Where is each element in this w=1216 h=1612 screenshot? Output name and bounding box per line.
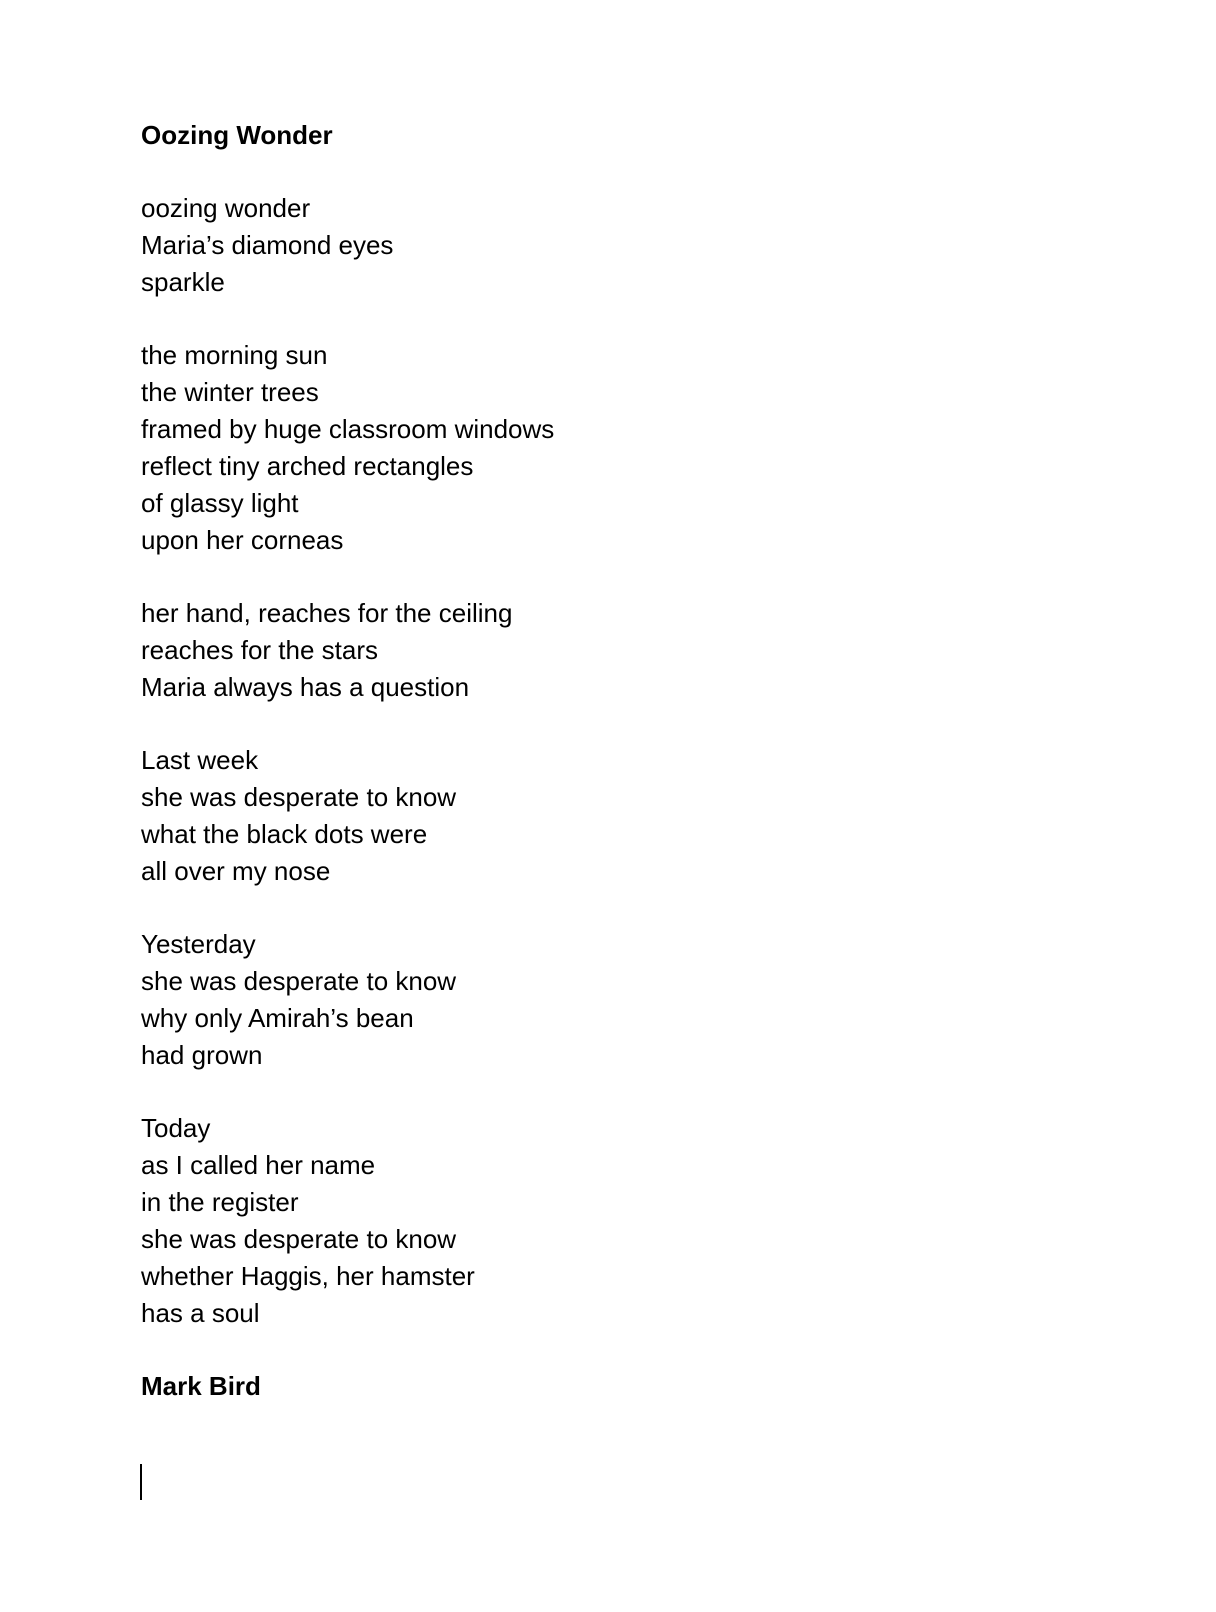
poem-line: whether Haggis, her hamster	[141, 1261, 475, 1291]
poem-line: had grown	[141, 1040, 263, 1070]
poem-line: reflect tiny arched rectangles	[141, 451, 474, 481]
poem-line: Today	[141, 1113, 211, 1143]
poem-line: as I called her name	[141, 1150, 376, 1180]
spacer	[141, 1074, 1121, 1110]
poem-line: of glassy light	[141, 488, 299, 518]
spacer	[141, 559, 1121, 595]
stanza	[141, 595, 1121, 706]
poem-line: upon her corneas	[141, 525, 344, 555]
spacer	[141, 301, 1121, 337]
poem-line: in the register	[141, 1187, 299, 1217]
poem-line: she was desperate to know	[141, 966, 457, 996]
poem-line: Last week	[141, 745, 259, 775]
stanza	[141, 190, 1121, 301]
poem-line: sparkle	[141, 267, 225, 297]
poem-title: Oozing Wonder	[141, 120, 333, 150]
poem-line: Yesterday	[141, 929, 256, 959]
poem-line: the morning sun	[141, 340, 328, 370]
poem-line: why only Amirah’s bean	[141, 1003, 414, 1033]
poem-line: she was desperate to know	[141, 1224, 457, 1254]
text-cursor[interactable]	[140, 1464, 142, 1500]
spacer	[141, 890, 1121, 926]
stanza	[141, 1110, 1121, 1332]
stanza	[141, 926, 1121, 1074]
poem-line: her hand, reaches for the ceiling	[141, 598, 513, 628]
poem-line: the winter trees	[141, 377, 319, 407]
spacer	[141, 154, 1121, 190]
author-name: Mark Bird	[141, 1371, 261, 1401]
stanza	[141, 742, 1121, 890]
spacer	[141, 706, 1121, 742]
poem-line: reaches for the stars	[141, 635, 378, 665]
poem-line: oozing wonder	[141, 193, 311, 223]
poem-line: she was desperate to know	[141, 782, 457, 812]
poem-line: what the black dots were	[141, 819, 428, 849]
stanza	[141, 337, 1121, 559]
poem-line: all over my nose	[141, 856, 331, 886]
poem-line: has a soul	[141, 1298, 260, 1328]
spacer	[141, 1332, 1121, 1368]
poem-line: framed by huge classroom windows	[141, 414, 555, 444]
poem-body[interactable]	[141, 117, 1121, 1405]
poem-line: Maria’s diamond eyes	[141, 230, 394, 260]
poem-line: Maria always has a question	[141, 672, 470, 702]
